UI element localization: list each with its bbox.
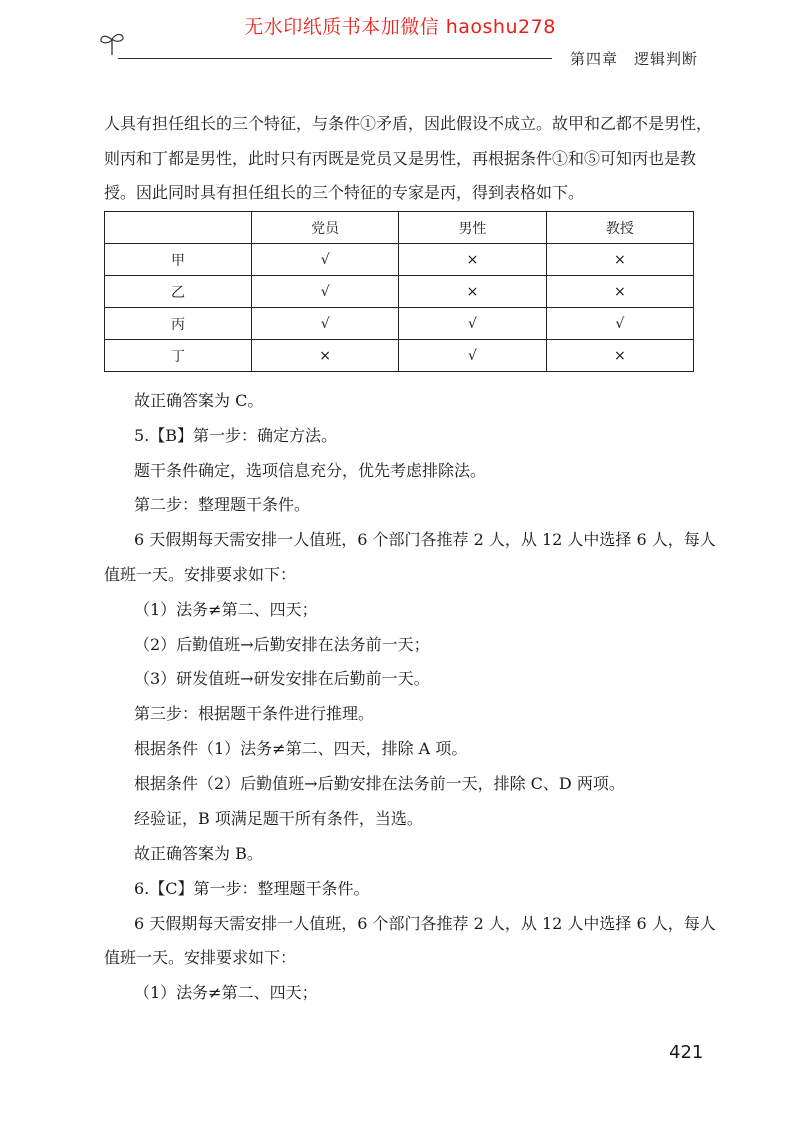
- table-header-cell: 男性: [399, 212, 546, 244]
- q5-step1-heading: 5.【B】第一步：确定方法。: [134, 426, 338, 445]
- table-header-cell: [105, 212, 252, 244]
- text-line: 根据条件（1）法务≠第二、四天，排除 A 项。: [134, 739, 468, 758]
- table-header-cell: 党员: [252, 212, 399, 244]
- attribute-table: [104, 211, 694, 372]
- intro-line-2: 则丙和丁都是男性，此时只有丙既是党员又是男性，再根据条件①和⑤可知丙也是教: [104, 149, 697, 168]
- step-heading: 第二步：整理题干条件。: [134, 495, 311, 514]
- table-cell: ×: [399, 244, 546, 276]
- text-line: 经验证，B 项满足题干所有条件，当选。: [134, 809, 423, 828]
- table-cell: ×: [546, 276, 693, 308]
- table-row: [105, 244, 694, 276]
- table-cell: √: [252, 244, 399, 276]
- text-line: 值班一天。安排要求如下：: [104, 565, 297, 584]
- table-cell: √: [252, 308, 399, 340]
- chapter-title: 第四章 逻辑判断: [570, 50, 699, 68]
- condition-line: （1）法务≠第二、四天；: [134, 600, 318, 619]
- table-header-row: [105, 212, 694, 244]
- table-row: [105, 276, 694, 308]
- condition-line: （2）后勤值班→后勤安排在法务前一天；: [134, 635, 430, 654]
- intro-line-1: 人具有担任组长的三个特征，与条件①矛盾，因此假设不成立。故甲和乙都不是男性，: [104, 114, 713, 133]
- header-rule: [118, 58, 552, 59]
- table-cell: √: [546, 308, 693, 340]
- answer-line: 故正确答案为 C。: [134, 391, 264, 410]
- table-cell: ×: [546, 244, 693, 276]
- table-cell: 丙: [105, 308, 252, 340]
- text-line: 值班一天。安排要求如下：: [104, 948, 297, 967]
- table-header-cell: 教授: [546, 212, 693, 244]
- text-line: 6 天假期每天需安排一人值班，6 个部门各推荐 2 人，从 12 人中选择 6 人，每人: [134, 914, 716, 933]
- text-line: 根据条件（2）后勤值班→后勤安排在法务前一天，排除 C、D 两项。: [134, 774, 625, 793]
- table-cell: √: [252, 276, 399, 308]
- sprout-icon: [98, 30, 126, 56]
- text-line: 题干条件确定，选项信息充分，优先考虑排除法。: [134, 461, 487, 480]
- table-cell: √: [399, 308, 546, 340]
- table-cell: 丁: [105, 340, 252, 372]
- q6-step1-heading: 6.【C】第一步：整理题干条件。: [134, 879, 370, 898]
- intro-line-3: 授。因此同时具有担任组长的三个特征的专家是丙，得到表格如下。: [104, 183, 585, 202]
- table-cell: √: [399, 340, 546, 372]
- answer-line: 故正确答案为 B。: [134, 844, 263, 863]
- condition-line: （1）法务≠第二、四天；: [134, 983, 318, 1002]
- condition-line: （3）研发值班→研发安排在后勤前一天。: [134, 669, 430, 688]
- step-heading: 第三步：根据题干条件进行推理。: [134, 704, 375, 723]
- table-cell: ×: [399, 276, 546, 308]
- page-number: 421: [669, 1042, 704, 1063]
- table-row: [105, 308, 694, 340]
- table-cell: ×: [546, 340, 693, 372]
- table-cell: 乙: [105, 276, 252, 308]
- watermark-text: 无水印纸质书本加微信 haoshu278: [244, 16, 556, 38]
- table-cell: ×: [252, 340, 399, 372]
- table-cell: 甲: [105, 244, 252, 276]
- table-row: [105, 340, 694, 372]
- text-line: 6 天假期每天需安排一人值班，6 个部门各推荐 2 人，从 12 人中选择 6 人，每人: [134, 530, 716, 549]
